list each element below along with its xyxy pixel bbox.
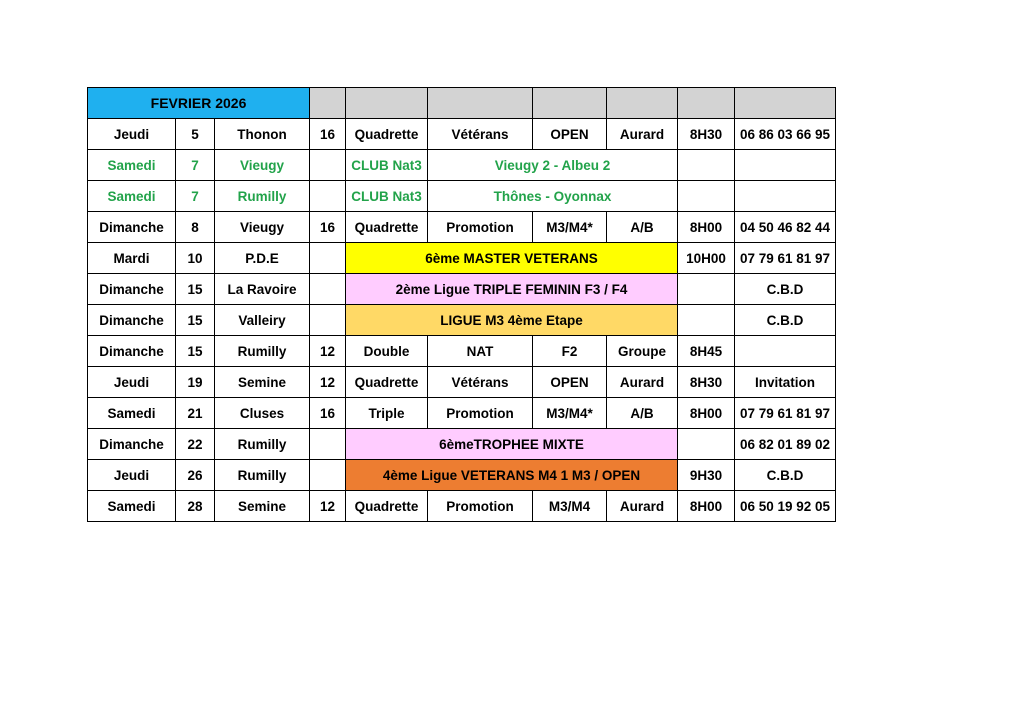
category-cell: Vétérans (428, 119, 533, 150)
header-cell (607, 88, 678, 119)
place-cell: Rumilly (215, 460, 310, 491)
event-banner-cell: LIGUE M3 4ème Etape (346, 305, 678, 336)
header-cell (346, 88, 428, 119)
teams-count-cell (310, 305, 346, 336)
header-cell (310, 88, 346, 119)
contact-cell (735, 336, 836, 367)
contact-cell: Invitation (735, 367, 836, 398)
event-banner-cell: 6èmeTROPHEE MIXTE (346, 429, 678, 460)
time-cell (678, 181, 735, 212)
level-cell: M3/M4* (533, 398, 607, 429)
format-cell: Aurard (607, 491, 678, 522)
time-cell: 8H45 (678, 336, 735, 367)
competition-type-cell: Quadrette (346, 119, 428, 150)
event-banner-cell: 6ème MASTER VETERANS (346, 243, 678, 274)
competition-type-cell: Quadrette (346, 212, 428, 243)
format-cell: A/B (607, 212, 678, 243)
time-cell: 8H30 (678, 367, 735, 398)
day-cell: Dimanche (88, 336, 176, 367)
category-cell: Vétérans (428, 367, 533, 398)
contact-cell: 06 86 03 66 95 (735, 119, 836, 150)
match-cell: Vieugy 2 - Albeu 2 (428, 150, 678, 181)
header-cell (428, 88, 533, 119)
contact-cell: 07 79 61 81 97 (735, 398, 836, 429)
category-cell: Promotion (428, 212, 533, 243)
day-cell: Dimanche (88, 429, 176, 460)
schedule-row (88, 150, 836, 181)
contact-cell (735, 150, 836, 181)
schedule-row (88, 429, 836, 460)
schedule-row (88, 491, 836, 522)
time-cell: 8H00 (678, 212, 735, 243)
time-cell: 10H00 (678, 243, 735, 274)
time-cell: 9H30 (678, 460, 735, 491)
date-cell: 22 (176, 429, 215, 460)
schedule-row (88, 274, 836, 305)
event-banner-cell: 2ème Ligue TRIPLE FEMININ F3 / F4 (346, 274, 678, 305)
time-cell (678, 305, 735, 336)
date-cell: 26 (176, 460, 215, 491)
place-cell: Vieugy (215, 150, 310, 181)
time-cell (678, 429, 735, 460)
schedule-row (88, 181, 836, 212)
contact-cell: C.B.D (735, 274, 836, 305)
header-cell (735, 88, 836, 119)
level-cell: OPEN (533, 119, 607, 150)
teams-count-cell (310, 243, 346, 274)
day-cell: Samedi (88, 150, 176, 181)
place-cell: Thonon (215, 119, 310, 150)
teams-count-cell (310, 460, 346, 491)
month-title: FEVRIER 2026 (88, 88, 310, 119)
place-cell: Rumilly (215, 181, 310, 212)
time-cell: 8H00 (678, 491, 735, 522)
day-cell: Dimanche (88, 305, 176, 336)
day-cell: Samedi (88, 181, 176, 212)
format-cell: Aurard (607, 119, 678, 150)
date-cell: 10 (176, 243, 215, 274)
category-cell: NAT (428, 336, 533, 367)
time-cell: 8H30 (678, 119, 735, 150)
header-cell (533, 88, 607, 119)
header-cell (678, 88, 735, 119)
competition-type-cell: CLUB Nat3 (346, 181, 428, 212)
teams-count-cell (310, 274, 346, 305)
place-cell: La Ravoire (215, 274, 310, 305)
teams-count-cell: 12 (310, 491, 346, 522)
teams-count-cell (310, 181, 346, 212)
place-cell: P.D.E (215, 243, 310, 274)
day-cell: Samedi (88, 491, 176, 522)
level-cell: F2 (533, 336, 607, 367)
competition-type-cell: Double (346, 336, 428, 367)
day-cell: Mardi (88, 243, 176, 274)
format-cell: A/B (607, 398, 678, 429)
category-cell: Promotion (428, 398, 533, 429)
date-cell: 15 (176, 336, 215, 367)
schedule-row (88, 119, 836, 150)
place-cell: Vieugy (215, 212, 310, 243)
day-cell: Jeudi (88, 367, 176, 398)
day-cell: Jeudi (88, 119, 176, 150)
schedule-row (88, 212, 836, 243)
event-banner-cell: 4ème Ligue VETERANS M4 1 M3 / OPEN (346, 460, 678, 491)
date-cell: 19 (176, 367, 215, 398)
schedule-row (88, 367, 836, 398)
date-cell: 15 (176, 274, 215, 305)
format-cell: Aurard (607, 367, 678, 398)
competition-type-cell: CLUB Nat3 (346, 150, 428, 181)
time-cell (678, 274, 735, 305)
competition-type-cell: Quadrette (346, 491, 428, 522)
schedule-row (88, 460, 836, 491)
day-cell: Samedi (88, 398, 176, 429)
header-row (88, 88, 836, 119)
contact-cell: C.B.D (735, 460, 836, 491)
competition-type-cell: Triple (346, 398, 428, 429)
place-cell: Rumilly (215, 336, 310, 367)
teams-count-cell: 16 (310, 119, 346, 150)
schedule-row (88, 336, 836, 367)
schedule-row (88, 243, 836, 274)
time-cell: 8H00 (678, 398, 735, 429)
teams-count-cell: 12 (310, 336, 346, 367)
day-cell: Jeudi (88, 460, 176, 491)
date-cell: 28 (176, 491, 215, 522)
date-cell: 7 (176, 150, 215, 181)
place-cell: Semine (215, 367, 310, 398)
level-cell: M3/M4* (533, 212, 607, 243)
date-cell: 5 (176, 119, 215, 150)
contact-cell: C.B.D (735, 305, 836, 336)
competition-type-cell: Quadrette (346, 367, 428, 398)
teams-count-cell (310, 429, 346, 460)
teams-count-cell: 12 (310, 367, 346, 398)
match-cell: Thônes - Oyonnax (428, 181, 678, 212)
contact-cell: 07 79 61 81 97 (735, 243, 836, 274)
day-cell: Dimanche (88, 212, 176, 243)
date-cell: 8 (176, 212, 215, 243)
teams-count-cell: 16 (310, 212, 346, 243)
contact-cell: 04 50 46 82 44 (735, 212, 836, 243)
time-cell (678, 150, 735, 181)
teams-count-cell (310, 150, 346, 181)
level-cell: OPEN (533, 367, 607, 398)
category-cell: Promotion (428, 491, 533, 522)
date-cell: 21 (176, 398, 215, 429)
day-cell: Dimanche (88, 274, 176, 305)
february-schedule-table (87, 87, 836, 522)
contact-cell: 06 50 19 92 05 (735, 491, 836, 522)
place-cell: Cluses (215, 398, 310, 429)
place-cell: Semine (215, 491, 310, 522)
format-cell: Groupe (607, 336, 678, 367)
contact-cell: 06 82 01 89 02 (735, 429, 836, 460)
date-cell: 15 (176, 305, 215, 336)
schedule-row (88, 398, 836, 429)
teams-count-cell: 16 (310, 398, 346, 429)
level-cell: M3/M4 (533, 491, 607, 522)
date-cell: 7 (176, 181, 215, 212)
schedule-row (88, 305, 836, 336)
contact-cell (735, 181, 836, 212)
place-cell: Rumilly (215, 429, 310, 460)
place-cell: Valleiry (215, 305, 310, 336)
